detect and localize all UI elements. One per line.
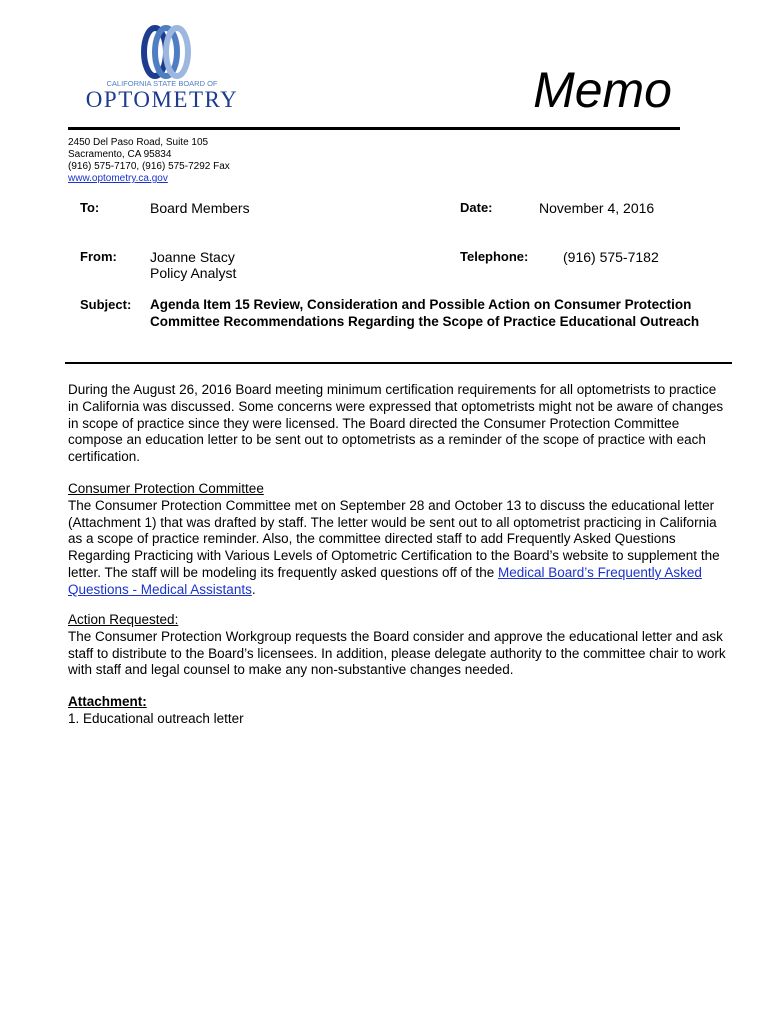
- cpc-paragraph: [68, 498, 728, 599]
- subject-value: Agenda Item 15 Review, Consideration and Possible Action on Consumer Protection Committee Recommendations Regarding the Scope of Practice Educational Outreach: [150, 297, 700, 329]
- attachment-heading: Attachment:: [68, 694, 147, 709]
- address-line-2: Sacramento, CA 95834: [68, 149, 172, 160]
- intro-paragraph: During the August 26, 2016 Board meeting minimum certification requirements for all optometrists to practice in California was discussed. Some concerns were expressed that optometrists might not be aware of changes in scope of practice since they were licensed. The Board directed the Consumer Protection Committee compose an education letter to be sent out to optometrists as a reminder of the scope of practice with each certification.: [68, 382, 724, 465]
- cpc-end: .: [251, 581, 256, 597]
- attachment-section: [68, 694, 728, 728]
- logo-org-large: OPTOMETRY: [85, 87, 239, 112]
- date-label: Date:: [460, 200, 493, 215]
- to-label: To:: [80, 200, 100, 215]
- optometry-board-logo: [70, 22, 260, 112]
- address-line-1: 2450 Del Paso Road, Suite 105: [68, 137, 209, 148]
- date-value: November 4, 2016: [539, 200, 655, 216]
- from-label: From:: [80, 249, 117, 264]
- header-divider: [68, 127, 680, 130]
- to-value: Board Members: [150, 200, 250, 216]
- subject-divider: [65, 362, 732, 364]
- logo-org-small: CALIFORNIA STATE BOARD OF: [106, 79, 218, 88]
- medical-board-faq-link[interactable]: Medical Board’s Frequently Asked Questions - Medical Assistants: [68, 564, 702, 597]
- action-heading: Action Requested:: [68, 612, 179, 627]
- cpc-section: [68, 481, 728, 599]
- logo-rings-icon: [144, 28, 188, 76]
- memo-title: Memo: [533, 62, 672, 118]
- subject-label: Subject:: [80, 297, 132, 312]
- cpc-text: The Consumer Protection Committee met on September 28 and October 13 to discuss the educational letter (Attachment 1) that was drafted by staff. The letter would be sent out to all optometrist practicing in California as a scope of practice reminder. Also, the committee directed staff to add Frequently Asked Questions Regarding Practicing with Various Levels of Optometric Certification to the Board’s website to supplement the letter. The staff will be modeling its frequently asked questions off of the: [68, 497, 720, 580]
- attachment-item: 1. Educational outreach letter: [68, 710, 244, 726]
- cpc-heading: Consumer Protection Committee: [68, 481, 264, 496]
- website-link[interactable]: www.optometry.ca.gov: [68, 173, 168, 184]
- action-paragraph: The Consumer Protection Workgroup requests the Board consider and approve the educational letter and ask staff to distribute to the Board’s licensees. In addition, please delegate authority to the committee chair to work with staff and legal counsel to make any non-substantive changes needed.: [68, 628, 726, 678]
- telephone-value: (916) 575-7182: [563, 249, 659, 265]
- from-title: Policy Analyst: [150, 265, 237, 281]
- address-block: [68, 137, 230, 185]
- action-section: [68, 612, 728, 679]
- telephone-label: Telephone:: [460, 249, 529, 264]
- from-name: Joanne Stacy: [150, 249, 235, 265]
- phone-fax-line: (916) 575-7170, (916) 575-7292 Fax: [68, 161, 230, 172]
